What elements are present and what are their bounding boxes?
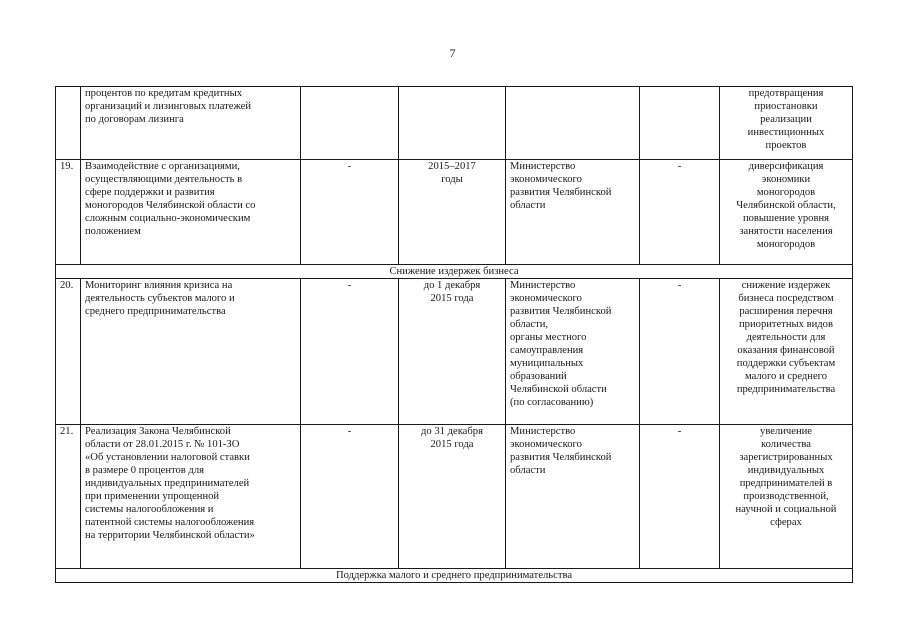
expected-result: снижение издержек бизнеса посредством расширения перечня приоритетных видов деятельности для оказания финансовой поддержки субъектам малого и среднего предпринимательства — [720, 279, 853, 425]
expected-result: увеличение количества зарегистрированных индивидуальных предпринимателей в производственной, научной и социальной сферах — [720, 425, 853, 569]
indicator-cell: - — [640, 279, 720, 425]
row-number: 21. — [56, 425, 81, 569]
measure-description: Мониторинг влияния кризиса на деятельность субъектов малого и среднего предпринимательства — [81, 279, 301, 425]
table-row — [56, 279, 853, 425]
page-number: 7 — [449, 46, 456, 60]
section-heading: Поддержка малого и среднего предпринимательства — [56, 569, 853, 583]
deadline-cell: до 1 декабря 2015 года — [399, 279, 506, 425]
indicator-cell — [640, 87, 720, 160]
deadline-cell — [399, 87, 506, 160]
row-number-cell — [56, 87, 81, 160]
funding-cell — [301, 87, 399, 160]
row-number: 19. — [56, 160, 81, 265]
responsible-cell: Министерство экономического развития Челябинской области — [506, 160, 640, 265]
responsible-cell: Министерство экономического развития Челябинской области, органы местного самоуправления муниципальных образований Челябинской области (по согласованию) — [506, 279, 640, 425]
responsible-cell — [506, 87, 640, 160]
deadline-cell: до 31 декабря 2015 года — [399, 425, 506, 569]
deadline-cell: 2015–2017 годы — [399, 160, 506, 265]
table-row-continued — [56, 87, 853, 160]
responsible-cell: Министерство экономического развития Челябинской области — [506, 425, 640, 569]
funding-cell: - — [301, 425, 399, 569]
expected-result: диверсификация экономики моногородов Челябинской области, повышение уровня занятости населения моногородов — [720, 160, 853, 265]
expected-result: предотвращения приостановки реализации инвестиционных проектов — [720, 87, 853, 160]
funding-cell: - — [301, 279, 399, 425]
section-heading-row — [56, 265, 853, 279]
indicator-cell: - — [640, 425, 720, 569]
table-row — [56, 425, 853, 569]
section-heading: Снижение издержек бизнеса — [56, 265, 853, 279]
measure-description: Реализация Закона Челябинской области от 28.01.2015 г. № 101-ЗО «Об установлении налоговой ставки в размере 0 процентов для индивидуальных предпринимателей при применении упрощенной системы налогообложения и патентной системы налогообложения на территории Челябинской области» — [81, 425, 301, 569]
funding-cell: - — [301, 160, 399, 265]
measure-description: Взаимодействие с организациями, осуществляющими деятельность в сфере поддержки и развития моногородов Челябинской области со сложным социально-экономическим положением — [81, 160, 301, 265]
section-heading-row — [56, 569, 853, 583]
measures-table — [55, 86, 853, 583]
measure-description: процентов по кредитам кредитных организаций и лизинговых платежей по договорам лизинга — [81, 87, 301, 160]
indicator-cell: - — [640, 160, 720, 265]
table-row — [56, 160, 853, 265]
row-number: 20. — [56, 279, 81, 425]
